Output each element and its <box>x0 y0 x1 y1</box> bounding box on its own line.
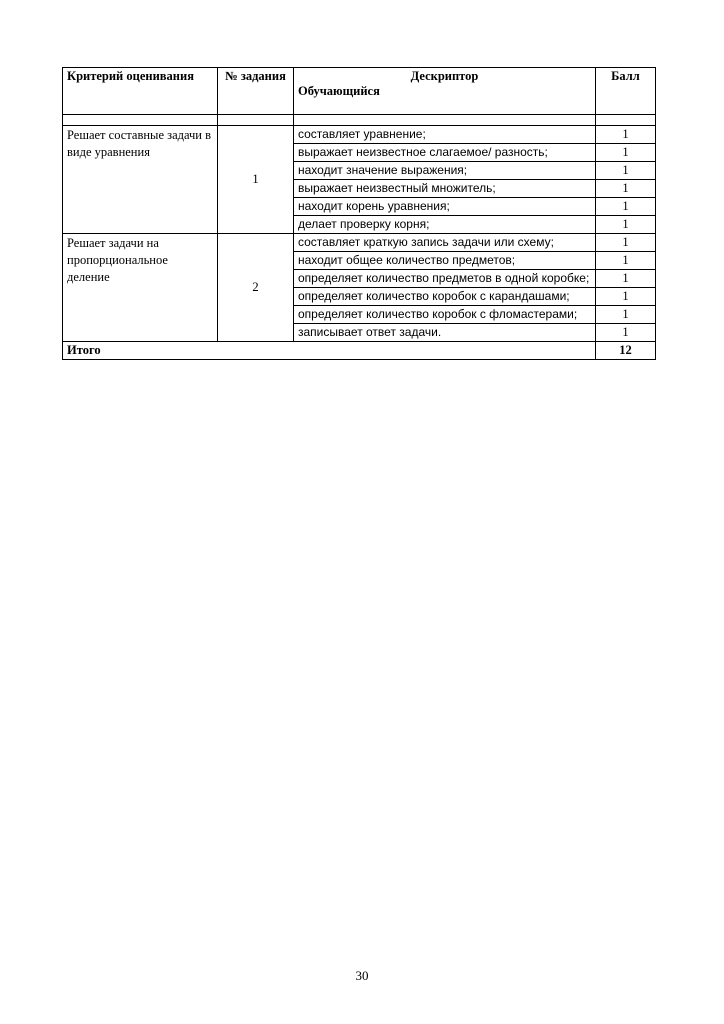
descriptor-cell: находит значение выражения; <box>294 162 596 180</box>
descriptor-cell: определяет количество коробок с карандашами; <box>294 288 596 306</box>
spacer-row <box>63 115 656 126</box>
descriptor-cell: составляет краткую запись задачи или схему; <box>294 234 596 252</box>
score-cell: 1 <box>596 144 656 162</box>
score-cell: 1 <box>596 180 656 198</box>
descriptor-cell: определяет количество предметов в одной коробке; <box>294 270 596 288</box>
score-cell: 1 <box>596 162 656 180</box>
score-cell: 1 <box>596 270 656 288</box>
descriptor-cell: записывает ответ задачи. <box>294 324 596 342</box>
spacer-cell <box>294 115 596 126</box>
header-descriptor <box>294 68 596 115</box>
header-descriptor-subtitle: Обучающийся <box>298 84 380 98</box>
criterion-cell: Решает составные задачи в виде уравнения <box>63 126 218 234</box>
descriptor-cell: находит общее количество предметов; <box>294 252 596 270</box>
table-row <box>63 234 656 252</box>
criterion-cell: Решает задачи на пропорциональное деление <box>63 234 218 342</box>
table-row <box>63 126 656 144</box>
header-descriptor-title: Дескриптор <box>410 69 479 83</box>
table-header-row <box>63 68 656 115</box>
spacer-cell <box>63 115 218 126</box>
header-criterion: Критерий оценивания <box>63 68 218 115</box>
descriptor-cell: составляет уравнение; <box>294 126 596 144</box>
score-cell: 1 <box>596 198 656 216</box>
descriptor-cell: выражает неизвестный множитель; <box>294 180 596 198</box>
total-label: Итого <box>63 342 596 360</box>
score-cell: 1 <box>596 306 656 324</box>
header-task-number: № задания <box>218 68 294 115</box>
descriptor-cell: находит корень уравнения; <box>294 198 596 216</box>
total-score: 12 <box>596 342 656 360</box>
score-cell: 1 <box>596 324 656 342</box>
score-cell: 1 <box>596 288 656 306</box>
task-number-cell: 2 <box>218 234 294 342</box>
score-cell: 1 <box>596 216 656 234</box>
header-score: Балл <box>596 68 656 115</box>
page-number: 30 <box>355 968 369 983</box>
descriptor-cell: выражает неизвестное слагаемое/ разность; <box>294 144 596 162</box>
task-number-cell: 1 <box>218 126 294 234</box>
score-cell: 1 <box>596 126 656 144</box>
spacer-cell <box>218 115 294 126</box>
assessment-rubric-table <box>62 67 656 360</box>
descriptor-cell: определяет количество коробок с фломастерами; <box>294 306 596 324</box>
spacer-cell <box>596 115 656 126</box>
score-cell: 1 <box>596 234 656 252</box>
score-cell: 1 <box>596 252 656 270</box>
total-row <box>63 342 656 360</box>
descriptor-cell: делает проверку корня; <box>294 216 596 234</box>
